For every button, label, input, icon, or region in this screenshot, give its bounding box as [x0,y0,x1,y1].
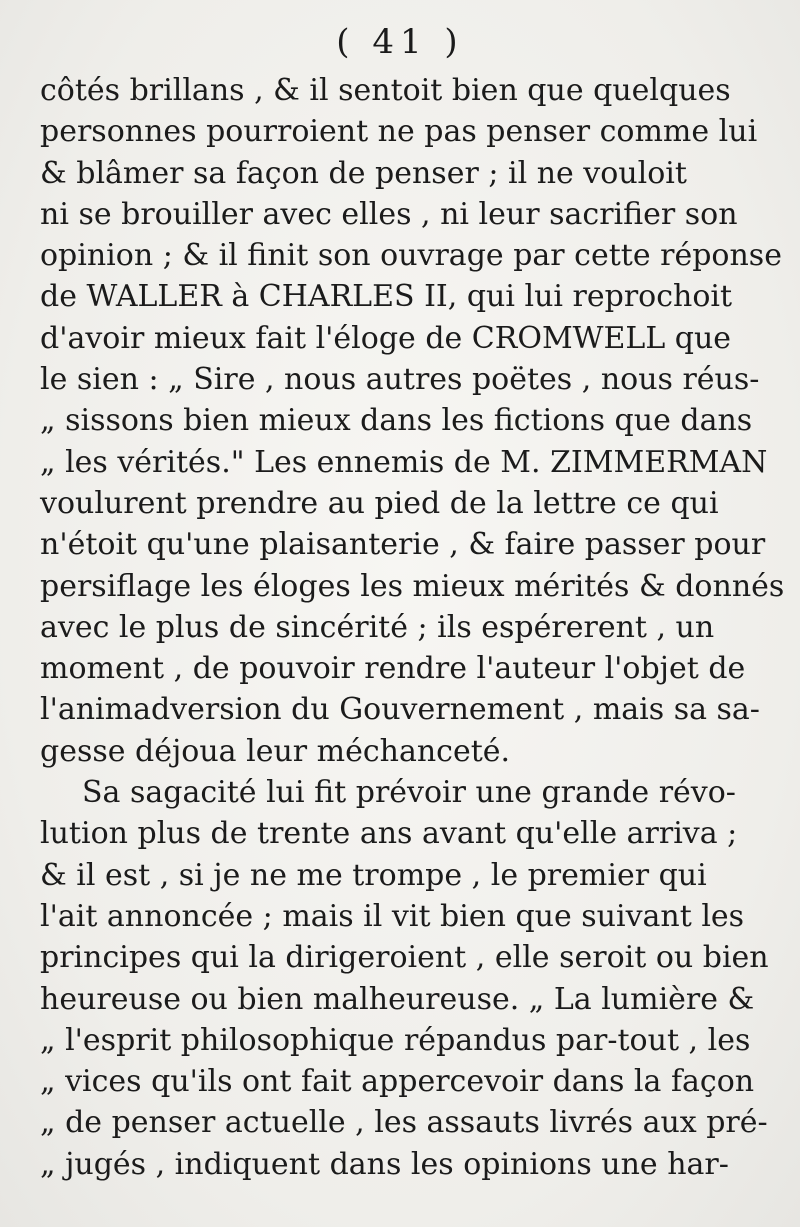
text-line: avec le plus de sincérité ; ils espérerent , un [40,609,715,645]
text-line: n'étoit qu'une plaisanterie , & faire passer pour [40,527,766,563]
text-line: l'ait annoncée ; mais il vit bien que suivant les [40,898,745,934]
text-line: „ vices qu'ils ont fait appercevoir dans la façon [40,1064,755,1100]
text-line: côtés brillans , & il sentoit bien que quelques [40,73,731,108]
text-line: principes qui la dirigeroient , elle seroit ou bien [40,940,769,976]
text-line: moment , de pouvoir rendre l'auteur l'objet de [40,651,746,687]
text-line: „ les vérités." Les ennemis de M. ZIMMERMAN [40,444,768,480]
text-line: gesse déjoua leur méchanceté. [40,733,511,769]
text-line: de WALLER à CHARLES II, qui lui reprochoit [40,279,733,315]
text-line: d'avoir mieux fait l'éloge de CROMWELL que [40,320,732,356]
text-line: lution plus de trente ans avant qu'elle arriva ; [40,816,738,852]
text-line: & blâmer sa façon de penser ; il ne vouloit [40,155,687,191]
text-line: persiflage les éloges les mieux mérités & donnés [40,568,785,604]
text-line: & il est , si je ne me trompe , le premier qui [40,857,707,893]
text-line: le sien : „ Sire , nous autres poëtes , nous réus- [40,362,760,398]
text-line: voulurent prendre au pied de la lettre ce qui [40,485,719,521]
text-line: „ de penser actuelle , les assauts livrés aux pré- [40,1105,768,1141]
page-number: ( 41 ) [336,22,464,62]
text-line: „ sissons bien mieux dans les fictions que dans [40,403,753,439]
text-line: opinion ; & il finit son ouvrage par cette réponse [40,238,782,274]
text-line: heureuse ou bien malheureuse. „ La lumière & [40,981,755,1017]
text-line: ni se brouiller avec elles , ni leur sacrifier son [40,196,738,232]
body-text [40,70,785,1185]
text-line: „ l'esprit philosophique répandus par-tout , les [40,1022,751,1058]
text-line: l'animadversion du Gouvernement , mais sa sa- [40,692,760,728]
text-line: personnes pourroient ne pas penser comme lui [40,114,758,150]
text-line: „ jugés , indiquent dans les opinions une har- [40,1146,729,1182]
text-line: Sa sagacité lui fit prévoir une grande révo- [82,775,736,811]
